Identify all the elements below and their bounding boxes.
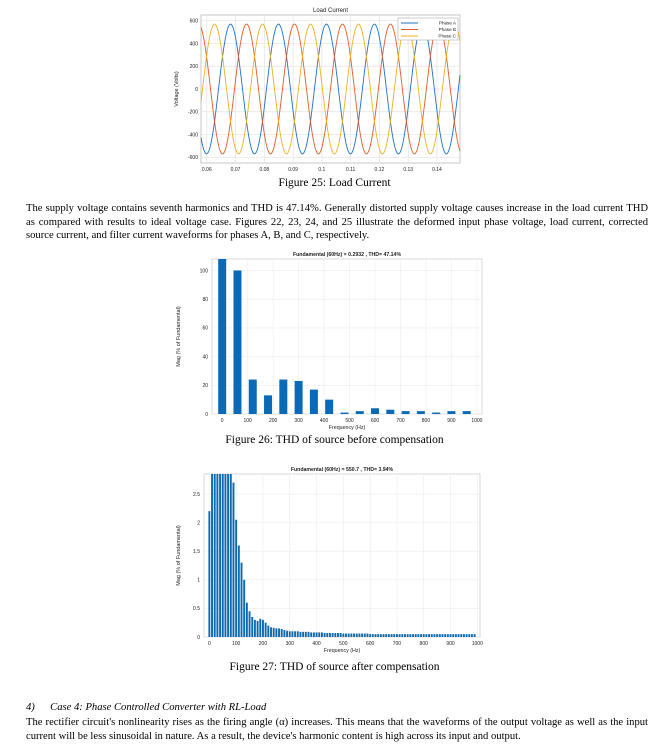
y-axis-label: Voltage (Volts) [174, 71, 180, 107]
bar [313, 632, 315, 637]
figure-27-thd-after-chart [170, 462, 488, 658]
bar [300, 632, 302, 637]
y-tick-label: 80 [202, 296, 208, 303]
bar [447, 634, 449, 637]
bar [294, 631, 296, 637]
bar [289, 631, 291, 637]
bar [230, 474, 232, 637]
bar [420, 634, 422, 637]
bar [218, 259, 226, 414]
bar [361, 634, 363, 637]
x-tick-label: 500 [345, 418, 354, 424]
chart-title: Load Current [312, 8, 349, 14]
x-tick-label: 900 [447, 418, 456, 424]
bar [308, 632, 310, 637]
x-tick-label: 0.09 [288, 167, 298, 173]
bar [460, 634, 462, 637]
bar [254, 620, 256, 637]
bar [273, 628, 275, 637]
paragraph-thd-discussion: The supply voltage contains seventh harmonics and THD is 47.14%. Generally distorted supply voltage causes increase in the load current THD as compared with results to ideal voltage case. Figures 22, 23, 24, and 25 illustrate the deformed input phase voltage, load current, corrected source current, and filter current waveforms for phases A, B, and C, respectively. [26, 203, 648, 241]
bar [326, 633, 328, 637]
bar [417, 411, 425, 414]
legend-label: Phase A [438, 20, 456, 26]
bar [409, 634, 411, 637]
bar [324, 633, 326, 637]
bar [396, 634, 398, 637]
x-tick-label: 800 [421, 418, 431, 424]
x-tick-label: 0.14 [432, 167, 442, 173]
bar [433, 634, 435, 637]
bar [249, 380, 257, 414]
bar [316, 632, 318, 637]
bar [386, 410, 394, 414]
bar [295, 381, 303, 414]
bar [278, 628, 280, 637]
y-tick-label: 0 [195, 86, 198, 93]
x-tick-label: 700 [396, 418, 405, 424]
bar [310, 390, 318, 414]
y-tick-label: 40 [202, 354, 208, 361]
bar [402, 411, 410, 414]
chart-title: Fundamental (60Hz) = 550.7 , THD= 3.94% [290, 467, 394, 473]
y-tick-label: 60 [202, 325, 208, 332]
bar [275, 628, 277, 637]
bar [238, 545, 240, 637]
bar [211, 474, 213, 637]
x-tick-label: 200 [268, 418, 278, 424]
x-tick-label: 0.13 [403, 167, 414, 173]
legend-label: Phase B [438, 27, 456, 33]
bar [425, 634, 427, 637]
x-axis-label: Frequency (Hz) [323, 648, 361, 654]
bar [474, 634, 476, 637]
x-tick-label: 600 [365, 641, 375, 647]
bar [356, 634, 358, 637]
y-tick-label: 400 [189, 41, 198, 48]
plot-area [204, 474, 480, 637]
bar [216, 474, 218, 637]
bar [372, 634, 374, 637]
bar [267, 626, 269, 637]
x-tick-label: 300 [285, 641, 294, 647]
y-tick-label: 0 [205, 411, 208, 418]
bar [371, 408, 379, 414]
bar [214, 474, 216, 637]
bar [286, 631, 288, 637]
figure-26-thd-before-chart [170, 250, 488, 432]
bar [235, 520, 237, 637]
bar [249, 611, 251, 637]
bar [222, 474, 224, 637]
bar [436, 634, 438, 637]
legend-label: Phase C [438, 33, 456, 39]
bar [463, 634, 465, 637]
y-tick-label: 0.5 [193, 606, 200, 613]
bar [452, 634, 454, 637]
x-tick-label: 900 [446, 641, 455, 647]
bar [318, 632, 320, 637]
x-tick-label: 0.07 [230, 167, 241, 173]
bar [279, 380, 287, 414]
x-tick-label: 0 [220, 418, 224, 424]
x-tick-label: 0.08 [259, 167, 270, 173]
bar [458, 634, 460, 637]
bar [423, 634, 425, 637]
bar [432, 413, 440, 414]
bar [243, 580, 245, 637]
bar [364, 634, 366, 637]
y-tick-label: 600 [189, 18, 198, 25]
figure-25-caption: Figure 25: Load Current [278, 177, 391, 189]
y-tick-label: 2 [197, 520, 200, 527]
bar [348, 634, 350, 637]
y-tick-label: 20 [202, 383, 208, 390]
bar [241, 563, 243, 637]
x-tick-label: 300 [294, 418, 303, 424]
x-tick-label: 400 [312, 641, 321, 647]
bar [393, 634, 395, 637]
bar [246, 603, 248, 637]
bar [466, 634, 468, 637]
x-tick-label: 100 [243, 418, 252, 424]
bar [442, 634, 444, 637]
chart-title: Fundamental (60Hz) = 0.2932 , THD= 47.14% [292, 252, 402, 258]
bar [358, 634, 360, 637]
x-tick-label: 1000 [471, 641, 483, 647]
x-tick-label: 1000 [471, 418, 483, 424]
bar [471, 634, 473, 637]
y-tick-label: -400 [187, 132, 198, 139]
x-tick-label: 0.11 [345, 167, 356, 173]
x-tick-label: 800 [419, 641, 428, 647]
x-tick-label: 700 [392, 641, 402, 647]
x-tick-label: 600 [370, 418, 380, 424]
bar [233, 483, 235, 637]
bar [265, 623, 267, 637]
legend [398, 18, 458, 40]
bar [404, 634, 406, 637]
y-tick-label: 0 [197, 634, 200, 641]
bar [262, 620, 264, 637]
bar [340, 633, 342, 637]
bar [291, 631, 293, 637]
x-tick-label: 400 [319, 418, 329, 424]
bar [227, 474, 229, 637]
bar [350, 634, 352, 637]
bar [281, 629, 283, 637]
bar [208, 511, 210, 637]
bar [450, 634, 452, 637]
bar [329, 633, 331, 637]
bar [412, 634, 414, 637]
bar [297, 631, 299, 637]
bar [334, 633, 336, 637]
bar [439, 634, 441, 637]
section-title: Case 4: Phase Controlled Converter with RL-Load [50, 702, 267, 713]
x-tick-label: 0 [207, 641, 211, 647]
bar [401, 634, 403, 637]
bar [321, 632, 323, 637]
bar [219, 474, 221, 637]
figure-27-caption: Figure 27: THD of source after compensation [229, 661, 440, 673]
figure-26-caption: Figure 26: THD of source before compensation [225, 434, 444, 446]
bar [224, 474, 226, 637]
bar [431, 634, 433, 637]
bar [302, 632, 304, 637]
bar [356, 411, 364, 414]
bar [415, 634, 417, 637]
y-tick-label: 1 [197, 577, 200, 584]
bar [337, 633, 339, 637]
y-tick-label: 1.5 [193, 549, 200, 556]
bar [380, 634, 382, 637]
x-tick-label: 0.1 [318, 167, 326, 173]
bar [283, 630, 285, 637]
y-tick-label: 200 [189, 64, 198, 71]
bar [264, 395, 272, 414]
x-tick-label: 0.12 [374, 167, 385, 173]
bar [259, 619, 261, 637]
x-axis-label: Frequency (Hz) [328, 425, 366, 431]
bar [399, 634, 401, 637]
x-tick-label: 500 [339, 641, 348, 647]
bar [305, 632, 307, 637]
paragraph-case4: The rectifier circuit's nonlinearity rises as the firing angle (α) increases. This means that the waveforms of the output voltage as well as the input current will be less sinusoidal in nature. As a result, the device's harmonic content is high across its input and output. [26, 717, 648, 742]
y-tick-label: -600 [187, 155, 198, 162]
y-tick-label: -200 [187, 109, 198, 116]
bar [407, 634, 409, 637]
bar [388, 634, 390, 637]
y-axis-label: Mag (% of Fundamental) [176, 525, 182, 586]
bar [369, 634, 371, 637]
bar [377, 634, 379, 637]
bar [257, 621, 259, 637]
figure-25-load-current-chart [170, 4, 470, 174]
bar [428, 634, 430, 637]
section-heading [26, 702, 266, 713]
bar [468, 634, 470, 637]
bar [342, 634, 344, 637]
bar [270, 627, 272, 637]
x-tick-label: 100 [231, 641, 241, 647]
y-tick-label: 2.5 [193, 491, 200, 498]
y-tick-label: 100 [199, 268, 208, 275]
bar [385, 634, 387, 637]
bar [455, 634, 457, 637]
bar [367, 634, 369, 637]
bar [332, 633, 334, 637]
bar [383, 634, 385, 637]
bar [417, 634, 419, 637]
x-tick-label: 0.06 [201, 167, 212, 173]
bar [391, 634, 393, 637]
section-number: 4) [26, 702, 35, 713]
bar [340, 413, 348, 414]
bar [251, 617, 253, 637]
bar [375, 634, 377, 637]
bar [353, 634, 355, 637]
bar [444, 634, 446, 637]
bar [325, 400, 333, 414]
bar [345, 634, 347, 637]
bar [463, 411, 471, 414]
bar [447, 411, 455, 414]
bar [233, 270, 241, 414]
bar [310, 632, 312, 637]
x-tick-label: 200 [258, 641, 268, 647]
y-axis-label: Mag (% of Fundamental) [176, 306, 182, 367]
